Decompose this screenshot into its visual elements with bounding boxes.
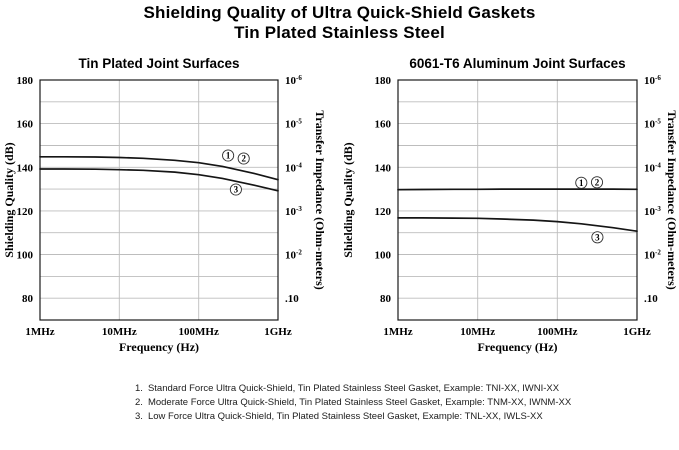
impedance-axis-tick: $10^{-3}$ bbox=[285, 204, 302, 218]
impedance-axis-tick: $10^{-5}$ bbox=[644, 117, 661, 131]
plot-border bbox=[40, 80, 278, 320]
impedance-axis-tick: $10^{-6}$ bbox=[644, 74, 661, 87]
figure-title-line1: Shielding Quality of Ultra Quick-Shield Gaskets bbox=[143, 3, 536, 22]
legend bbox=[135, 382, 571, 425]
legend-item bbox=[135, 410, 571, 424]
shielding-axis-tick: 160 bbox=[374, 118, 391, 131]
frequency-axis-tick: 1GHz bbox=[264, 326, 292, 338]
legend-item-number: 3. bbox=[135, 411, 143, 423]
impedance-axis-tick: .10 bbox=[285, 293, 299, 306]
impedance-axis-tick: $10^{-6}$ bbox=[285, 74, 302, 87]
callout-number: 1 bbox=[225, 150, 231, 161]
curve-3-low-force bbox=[40, 169, 278, 191]
frequency-axis-tick: 1GHz bbox=[623, 326, 651, 338]
shielding-axis-tick: 140 bbox=[16, 162, 33, 175]
curve-3-low-force bbox=[398, 218, 637, 231]
frequency-axis-tick: 100MHz bbox=[537, 326, 578, 338]
frequency-axis-tick: 10MHz bbox=[101, 326, 137, 338]
plot-border bbox=[398, 80, 637, 320]
figure-title-line2: Tin Plated Stainless Steel bbox=[234, 23, 445, 42]
x-axis-title: Frequency (Hz) bbox=[477, 340, 558, 354]
shielding-axis-tick: 80 bbox=[22, 293, 33, 306]
legend-item bbox=[135, 382, 571, 396]
frequency-axis-tick: 1MHz bbox=[25, 326, 55, 338]
callout-number: 1 bbox=[579, 178, 584, 188]
impedance-axis-tick: $10^{-3}$ bbox=[644, 204, 661, 218]
subplot-title: 6061-T6 Aluminum Joint Surfaces bbox=[409, 56, 626, 71]
callout-number: 3 bbox=[595, 232, 600, 243]
shielding-axis-tick: 180 bbox=[374, 75, 391, 87]
impedance-axis-tick: $10^{-2}$ bbox=[644, 248, 661, 262]
impedance-axis-tick: .10 bbox=[644, 293, 658, 306]
shielding-axis-tick: 100 bbox=[16, 249, 33, 262]
shielding-axis-tick: 120 bbox=[16, 205, 33, 218]
legend-item-text: Moderate Force Ultra Quick-Shield, Tin Plated Stainless Steel Gasket, Example: TNM-XX, IWNM-XX bbox=[147, 397, 572, 409]
legend-item-number: 1. bbox=[135, 383, 143, 394]
frequency-axis-tick: 10MHz bbox=[460, 326, 496, 338]
shielding-axis-tick: 120 bbox=[374, 205, 391, 218]
frequency-axis-tick: 1MHz bbox=[383, 326, 413, 338]
legend-item-text: Low Force Ultra Quick-Shield, Tin Plated Stainless Steel Gasket, Example: TNL-XX, IWLS-XX bbox=[147, 411, 543, 423]
callout-number: 3 bbox=[233, 184, 239, 195]
impedance-axis-tick: $10^{-4}$ bbox=[285, 161, 302, 175]
shielding-axis-tick: 80 bbox=[380, 293, 391, 306]
subplot-title: Tin Plated Joint Surfaces bbox=[78, 56, 240, 71]
y-axis-title-right: Transfer Impedance (Ohm-meters) bbox=[313, 110, 327, 290]
callout-number: 2 bbox=[594, 177, 600, 188]
x-axis-title: Frequency (Hz) bbox=[118, 340, 200, 354]
shielding-axis-tick: 180 bbox=[16, 75, 33, 87]
y-axis-title-right: Transfer Impedance (Ohm-meters) bbox=[665, 110, 679, 290]
impedance-axis-tick: $10^{-2}$ bbox=[285, 248, 302, 262]
impedance-axis-tick: $10^{-4}$ bbox=[644, 161, 661, 175]
y-axis-title-left: Shielding Quality (dB) bbox=[2, 142, 16, 258]
legend-item-number: 2. bbox=[135, 397, 143, 409]
callout-number: 2 bbox=[241, 153, 246, 164]
shielding-axis-tick: 160 bbox=[16, 118, 33, 131]
shielding-axis-tick: 140 bbox=[374, 162, 391, 175]
chart-tin-plated-joint-surfaces bbox=[0, 50, 340, 362]
impedance-axis-tick: $10^{-5}$ bbox=[285, 117, 302, 131]
legend-item bbox=[135, 396, 571, 410]
shielding-axis-tick: 100 bbox=[374, 249, 391, 262]
y-axis-title-left: Shielding Quality (dB) bbox=[341, 142, 355, 258]
curves-1-2-standard-and-moderate-force bbox=[398, 189, 637, 190]
frequency-axis-tick: 100MHz bbox=[178, 326, 219, 338]
legend-item-text: Standard Force Ultra Quick-Shield, Tin Plated Stainless Steel Gasket, Example: TNI-XX, IWNI-XX bbox=[147, 383, 560, 394]
chart-6061-t6-aluminum-joint-surfaces bbox=[339, 50, 679, 362]
figure-title bbox=[0, 3, 679, 43]
